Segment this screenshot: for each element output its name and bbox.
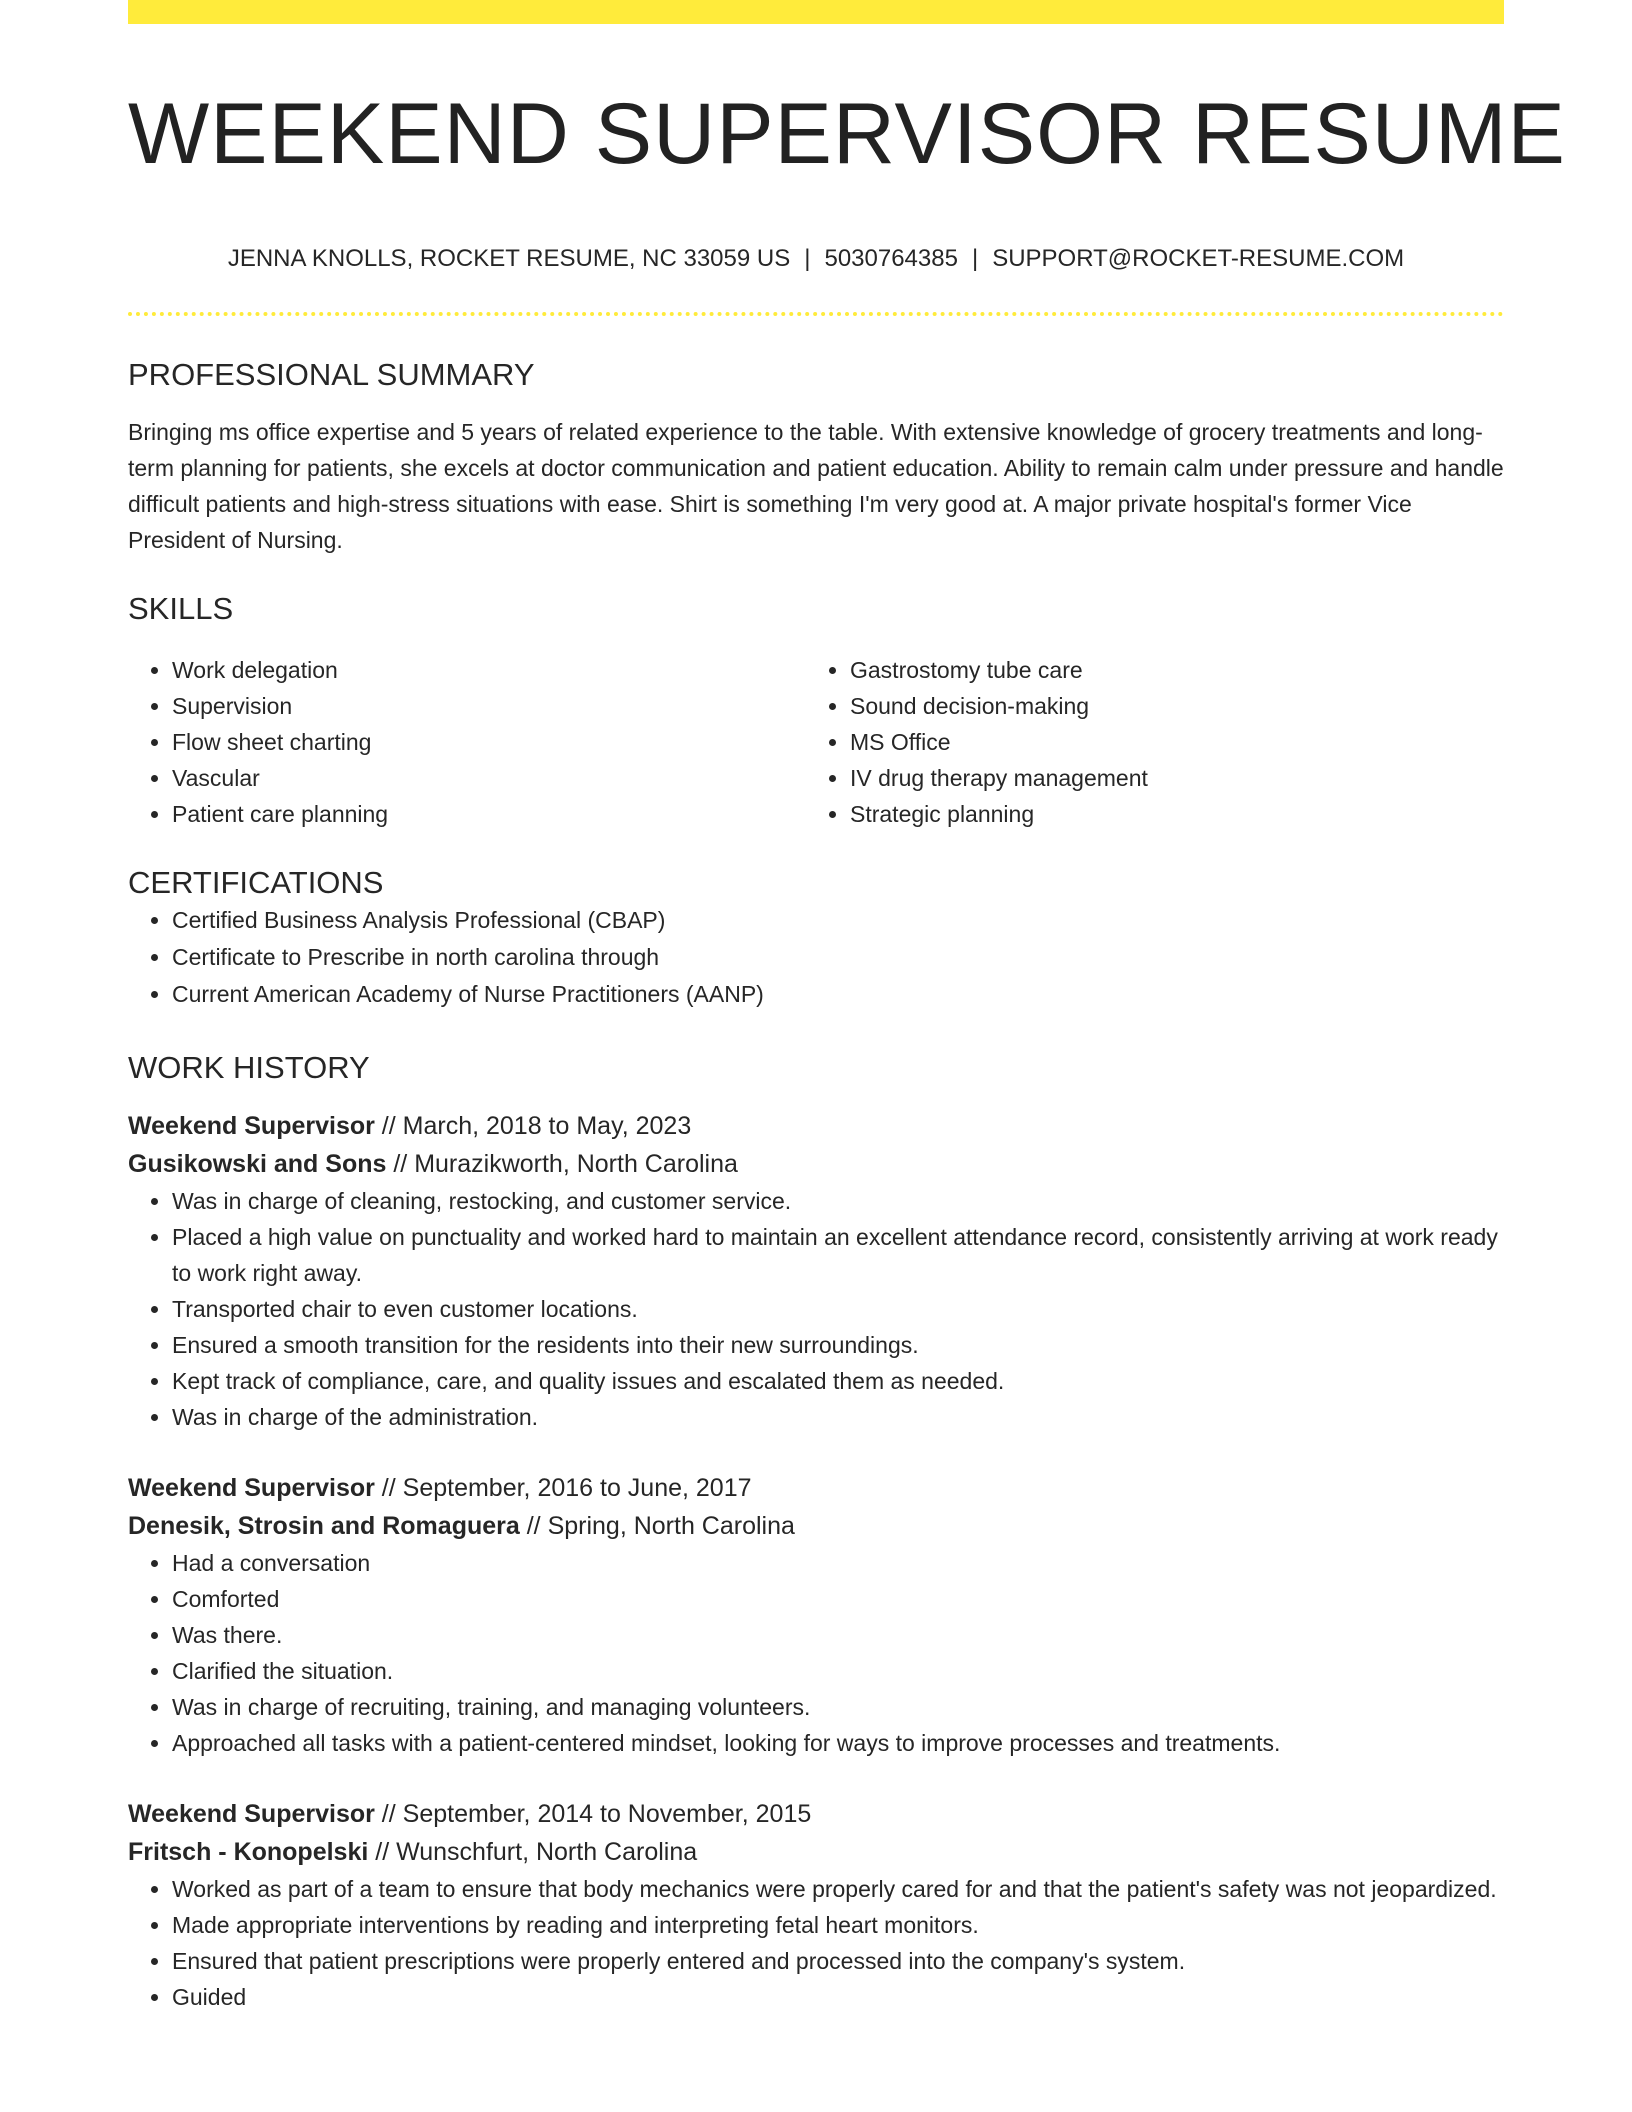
job-title-line [128,1795,1504,1833]
job-entry [128,1107,1504,1435]
job-location: // Spring, North Carolina [519,1512,795,1540]
job-duties-list [128,1183,1504,1435]
skills-list-left [128,652,806,832]
contact-phone: 5030764385 [824,245,958,272]
list-item: • Was in charge of recruiting, training, and managing volunteers. [172,1689,1504,1725]
list-item: • Placed a high value on punctuality and worked hard to maintain an excellent attendance record, consistently arriving at work ready to work right away. [172,1219,1504,1291]
list-item: • Vascular [172,760,806,796]
accent-bar [128,0,1504,24]
resume-title: WEEKEND SUPERVISOR RESUME [128,86,1566,182]
summary-heading: PROFESSIONAL SUMMARY [128,357,535,392]
job-dates: // September, 2016 to June, 2017 [374,1474,752,1502]
list-item: • Comforted [172,1581,1504,1617]
list-item: • Strategic planning [850,796,1484,832]
list-item: • Flow sheet charting [172,724,806,760]
job-location: // Wunschfurt, North Carolina [368,1838,698,1866]
list-item: • Had a conversation [172,1545,1504,1581]
list-item: • Made appropriate interventions by reading and interpreting fetal heart monitors. [172,1907,1504,1943]
job-title-line [128,1107,1504,1145]
job-location: // Murazikworth, North Carolina [386,1150,738,1178]
certifications-list [128,902,1504,1013]
skills-list-right [806,652,1484,832]
list-item: • Sound decision-making [850,688,1484,724]
list-item: • Work delegation [172,652,806,688]
work-history-heading: WORK HISTORY [128,1050,370,1085]
list-item: • Patient care planning [172,796,806,832]
job-entry [128,1469,1504,1761]
list-item: • Clarified the situation. [172,1653,1504,1689]
contact-email: SUPPORT@ROCKET-RESUME.COM [992,245,1405,272]
job-title: Weekend Supervisor [128,1112,375,1140]
list-item: • Certificate to Prescribe in north carolina through [172,939,1504,976]
resume-page [128,0,1566,2015]
contact-separator: | [971,245,979,272]
job-title: Weekend Supervisor [128,1474,375,1502]
skills-columns [128,652,1504,832]
skills-heading: SKILLS [128,591,234,626]
list-item: • Approached all tasks with a patient-centered mindset, looking for ways to improve processes and treatments. [172,1725,1504,1761]
job-company: Gusikowski and Sons [128,1150,387,1178]
job-dates: // March, 2018 to May, 2023 [374,1112,692,1140]
job-duties-list [128,1871,1504,2015]
job-company-line [128,1833,1504,1871]
dotted-divider [128,312,1504,316]
contact-line [128,244,1504,274]
list-item: • Kept track of compliance, care, and quality issues and escalated them as needed. [172,1363,1504,1399]
list-item: • Current American Academy of Nurse Practitioners (AANP) [172,976,1504,1013]
list-item: • Guided [172,1979,1504,2015]
job-duties-list [128,1545,1504,1761]
list-item: • Was in charge of cleaning, restocking, and customer service. [172,1183,1504,1219]
list-item: • MS Office [850,724,1484,760]
job-company: Fritsch - Konopelski [128,1838,369,1866]
contact-address: JENNA KNOLLS, ROCKET RESUME, NC 33059 US [227,245,791,272]
list-item: • Was there. [172,1617,1504,1653]
job-company-line [128,1507,1504,1545]
list-item: • Ensured that patient prescriptions were properly entered and processed into the company's system. [172,1943,1504,1979]
list-item: • IV drug therapy management [850,760,1484,796]
contact-separator: | [804,245,811,272]
summary-text: Bringing ms office expertise and 5 years of related experience to the table. With extensive knowledge of grocery treatments and long-term planning for patients, she excels at doctor communication and patient education. Ability to remain calm under pressure and handle difficult patients and high-stress situations with ease. Shirt is something I'm very good at. A major private hospital's former Vice President of Nursing. [128,419,1504,553]
job-entry [128,1795,1504,2015]
list-item: • Supervision [172,688,806,724]
job-company: Denesik, Strosin and Romaguera [128,1512,520,1540]
job-company-line [128,1145,1504,1183]
list-item: • Gastrostomy tube care [850,652,1484,688]
job-title: Weekend Supervisor [128,1800,375,1828]
job-dates: // September, 2014 to November, 2015 [374,1800,812,1828]
certifications-heading: CERTIFICATIONS [128,865,384,900]
job-title-line [128,1469,1504,1507]
list-item: • Transported chair to even customer locations. [172,1291,1504,1327]
list-item: • Was in charge of the administration. [172,1399,1504,1435]
list-item: • Ensured a smooth transition for the residents into their new surroundings. [172,1327,1504,1363]
list-item: • Certified Business Analysis Professional (CBAP) [172,902,1504,939]
list-item: • Worked as part of a team to ensure that body mechanics were properly cared for and that the patient's safety was not jeopardized. [172,1871,1504,1907]
